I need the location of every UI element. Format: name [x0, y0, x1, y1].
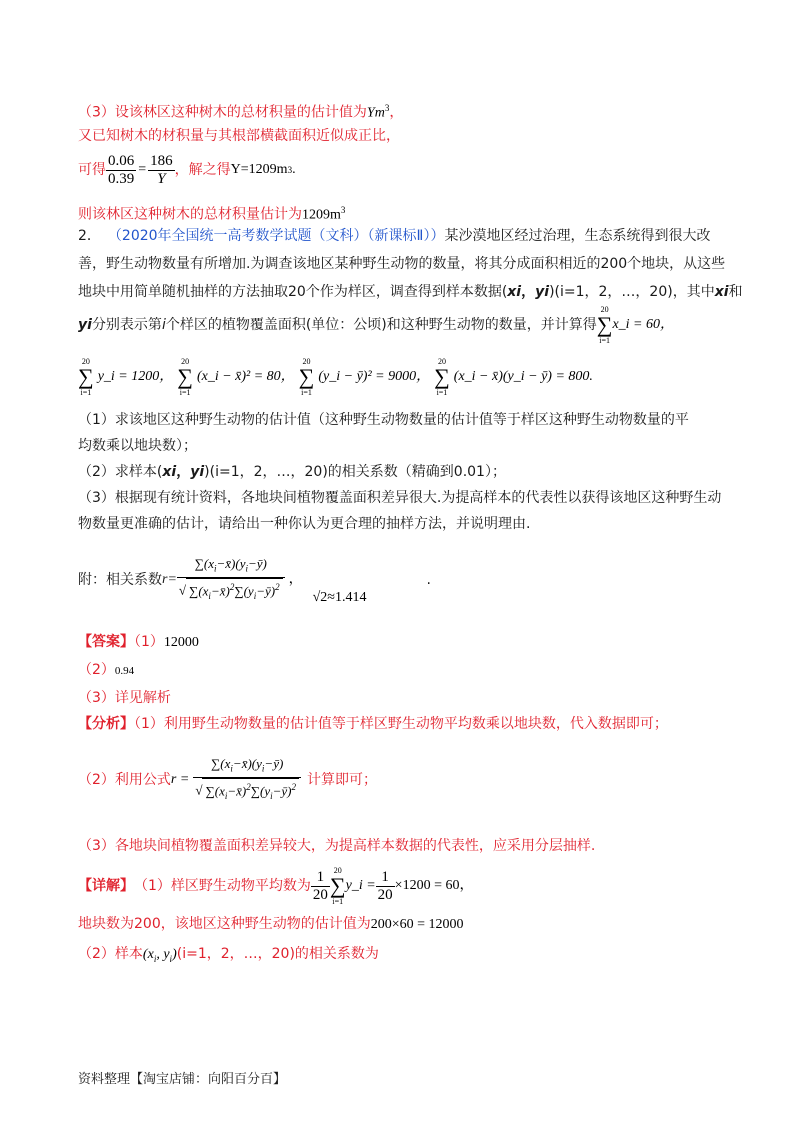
math-sum: (x_i − x̄)² = 80， [196, 369, 295, 384]
frac-den: Y [157, 170, 166, 187]
subq-3b: 物数量更准确的估计，请给出一种你认为更合理的抽样方法，并说明理由. [78, 516, 531, 532]
fraction: $\frac{1}{20}$ [312, 868, 328, 903]
text: 某沙漠地区经过治理，生态系统得到很大改 [444, 228, 711, 244]
frac-den: √ $\sum(x_i-x̄)^2\sum(y_i-ȳ)^2$ [193, 778, 301, 805]
subq-1b: 均数乘以地块数）； [78, 438, 197, 454]
math-value: ≈1.414 [327, 590, 367, 605]
line-fraction [78, 150, 296, 190]
answer-3: （3）详见解析 [78, 690, 171, 706]
var-i: i [161, 317, 166, 333]
question-number: 2． [78, 228, 101, 244]
frac-num: 0.06 [108, 152, 135, 169]
text: 可得 [78, 162, 106, 178]
math-expr: y_i = [345, 878, 376, 893]
sigma: 20 ∑ i=1 [177, 357, 193, 397]
sqrt2: √2≈1.414 [312, 590, 367, 605]
text: . [292, 162, 296, 177]
math-value: 0.94 [114, 665, 135, 677]
math-value: 1209m [302, 207, 341, 223]
text: )(i=1，2，…，20)，其中 [549, 284, 715, 300]
footer: 资料整理【淘宝店铺：向阳百分百】 [78, 1072, 287, 1087]
text: )(i=1，2，…，20)的相关系数（精确到0.01）； [204, 464, 506, 480]
var-yi: yi [78, 317, 92, 333]
text: 附：相关系数 [78, 572, 162, 588]
fraction-1 [106, 153, 136, 188]
question-2-line3: 地块中用简单随机抽样的方法抽取20个作为样区，调查得到样本数据(xi，yi)(i=1，2，…，20)，其中xi和 [78, 284, 743, 300]
text: 个样区的植物覆盖面积(单位：公顷)和这种野生动物的数量，并计算得 [165, 317, 597, 333]
text: 计算即可； [307, 772, 377, 788]
fraction: $\frac{1}{20}$ [377, 868, 393, 903]
text: （2）求样本( [78, 464, 163, 480]
equals-sign: = [138, 162, 147, 177]
question-source: （2020年全国统一高考数学试题（文科）（新课标Ⅱ）） [114, 228, 445, 244]
analysis-3: （3）各地块间植物覆盖面积差异较大，为提高样本数据的代表性，应采用分层抽样. [78, 838, 596, 854]
fraction-2 [148, 153, 175, 188]
frac-num: $\sum(x_i-x̄)(y_i-ȳ)$ [177, 555, 285, 579]
sup: 3 [340, 205, 346, 215]
frac-den: 0.39 [108, 170, 135, 187]
subq-2: （2）求样本(xi，yi)(i=1，2，…，20)的相关系数（精确到0.01）； [78, 464, 506, 480]
var-xi: xi [162, 464, 177, 480]
math-unit: Ym [366, 105, 385, 121]
var-xi: xi [507, 284, 522, 300]
text: ，解之得 [174, 162, 231, 178]
detail-3 [78, 944, 379, 969]
var-xi: xi [714, 284, 729, 300]
text: （1） [134, 634, 164, 650]
math-r: r = [170, 772, 190, 787]
sigma: 20 ∑ i=1 [596, 305, 613, 345]
attach-formula [78, 540, 431, 620]
text: (i=1，2，…，20)的相关系数为 [176, 946, 379, 962]
frac-num: 186 [150, 152, 173, 169]
detail-label: 【详解】 [78, 878, 134, 894]
comma: ， [288, 572, 303, 587]
text: ， [389, 104, 404, 121]
analysis-label: 【分析】 [78, 716, 134, 732]
line-estimate [78, 200, 345, 226]
text: 分别表示第 [91, 317, 162, 333]
detail-1 [78, 864, 473, 908]
line-proportional: 又已知树木的材积量与其根部横截面积近似成正比， [78, 128, 400, 144]
sigma: 20 ∑ i=1 [434, 357, 450, 397]
question-2-line4 [78, 305, 674, 345]
math-eq: Y=1209m [230, 162, 288, 177]
question-2-line2: 善，野生动物数量有所增加.为调查该地区某种野生动物的数量，将其分成面积相近的200个地块，从这些 [78, 256, 726, 272]
answer-line [78, 632, 199, 653]
period: . [426, 572, 431, 588]
text: 则该林区这种树木的总材积量估计为 [78, 206, 302, 223]
sigma: 20 ∑ i=1 [298, 357, 315, 397]
answer-2 [78, 660, 134, 681]
text: 地块数为200，该地区这种野生动物的估计值为 [78, 916, 371, 932]
analysis-2 [78, 740, 377, 820]
text: 和 [728, 284, 743, 300]
detail-2 [78, 914, 464, 935]
correlation-formula [193, 755, 301, 806]
var-yi: yi [190, 464, 205, 480]
math-sum: (x_i − x̄)(y_i − ȳ) = 800. [453, 369, 593, 384]
frac-num: $\sum(x_i-x̄)(y_i-ȳ)$ [193, 755, 301, 779]
line-part3 [78, 98, 403, 124]
math-sum: y_i = 1200， [97, 369, 174, 384]
math-r: r= [162, 572, 177, 587]
math-expr: 200×60 = 12000 [370, 917, 464, 932]
frac-den: √ $\sum(x_i-x̄)^2\sum(y_i-ȳ)^2$ [177, 578, 285, 605]
sum-line [78, 355, 593, 399]
sup: 3 [384, 103, 390, 113]
math-sum: x_i = 60， [612, 317, 675, 332]
math-expr: ×1200 = 60， [394, 878, 474, 893]
text: （1）样区野生动物平均数为 [134, 878, 311, 894]
sigma: 20 ∑ i=1 [329, 866, 346, 906]
subq-3a: （3）根据现有统计资料，各地块间植物覆盖面积差异很大.为提高样本的代表性以获得该地区这种野生动 [78, 490, 722, 506]
math-sum: (y_i − ȳ)² = 9000， [318, 369, 431, 384]
correlation-formula [177, 555, 285, 606]
var-yi: yi [535, 284, 550, 300]
text: （3）设该林区这种树木的总材积量的估计值为 [78, 104, 367, 121]
math-pair: ($x_i$, $y_i$) [142, 947, 177, 964]
sigma: 20 ∑ i=1 [78, 357, 94, 397]
question-2-line1 [78, 226, 710, 246]
text: （2）样本 [78, 946, 143, 962]
text: （2）利用公式 [78, 772, 171, 788]
math-value: 12000 [163, 635, 199, 650]
text: （1）利用野生动物数量的估计值等于样区野生动物平均数乘以地块数，代入数据即可； [134, 716, 668, 732]
analysis-1 [78, 714, 668, 734]
text: 地块中用简单随机抽样的方法抽取20个作为样区，调查得到样本数据( [78, 284, 508, 300]
sup: 3 [287, 165, 293, 175]
subq-1a: （1）求该地区这种野生动物的估计值（这种野生动物数量的估计值等于样区这种野生动物数量的平 [78, 412, 689, 428]
answer-label: 【答案】 [78, 634, 134, 650]
text: （2） [78, 662, 115, 678]
